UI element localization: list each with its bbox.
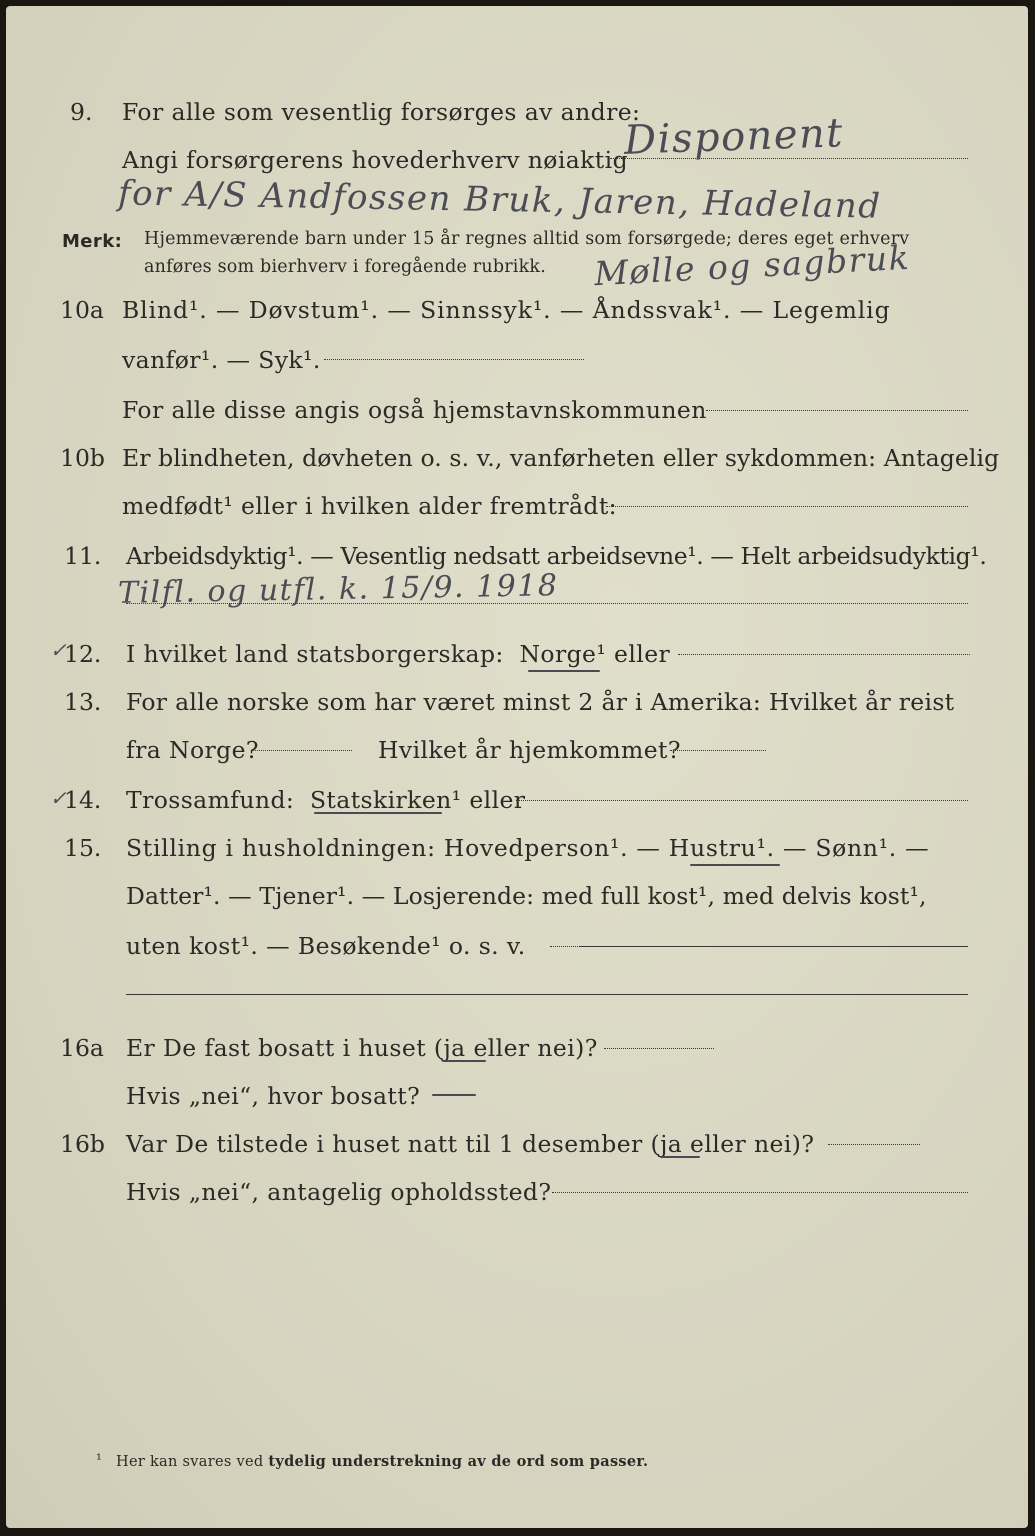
check-mark-icon: ✓ [50, 786, 67, 810]
q13-line2b: Hvilket år hjemkommet? [378, 736, 681, 764]
q9-handwritten-employer: for A/S Andfossen Bruk, Jaren, Hadeland [117, 173, 882, 227]
merk-label: Merk: [62, 231, 123, 252]
footnote-text [116, 1448, 648, 1476]
q16a-line2: Hvis „nei“, hvor bosatt? [126, 1082, 421, 1110]
footnote-bold: tydelig understrekning av de ord som passer. [268, 1453, 649, 1470]
q15-line1: Stilling i husholdningen: Hovedperson¹. — Hustru¹. — Sønn¹. — [126, 834, 930, 862]
q14-answer-line [516, 800, 968, 801]
q12-underline-norge [528, 670, 600, 672]
q9-number: 9. [70, 98, 93, 126]
q10a-number: 10a [60, 296, 104, 324]
q10a-sick-answer-line [324, 359, 584, 360]
q9-line1: For alle som vesentlig forsørges av andre: [122, 98, 641, 126]
q16b-line2: Hvis „nei“, antagelig opholdssted? [126, 1178, 552, 1206]
q13-year-returned-line [670, 750, 766, 751]
q16a-line1: Er De fast bosatt i huset (ja eller nei)? [126, 1034, 598, 1062]
q11-number: 11. [64, 542, 102, 570]
q14-underline-statskirken [314, 812, 442, 814]
q15-dotted-line [550, 946, 580, 947]
q16a-underline-ja [442, 1060, 486, 1062]
q14-number: 14. [64, 786, 102, 814]
q12-line1: I hvilket land statsborgerskap: Norge¹ eller [126, 640, 671, 668]
q14-line1: Trossamfund: Statskirken¹ eller [126, 786, 526, 814]
q11-line1: Arbeidsdyktig¹. — Vesentlig nedsatt arbeidsevne¹. — Helt arbeidsudyktig¹. [126, 542, 987, 570]
q16b-place-line [552, 1192, 968, 1193]
q12-answer-line [678, 654, 970, 655]
q10b-line2: medfødt¹ eller i hvilken alder fremtrådt: [122, 492, 617, 520]
q15-answer-line [580, 946, 968, 947]
q16a-number: 16a [60, 1034, 104, 1062]
q16a-answer-dash [432, 1094, 476, 1096]
census-form-sheet [6, 6, 1028, 1528]
q16b-line1: Var De tilstede i huset natt til 1 desember (ja eller nei)? [126, 1130, 815, 1158]
q16a-answer-line [604, 1048, 714, 1049]
merk-line1: Hjemmeværende barn under 15 år regnes alltid som forsørgede; deres eget erhverv [144, 229, 910, 249]
q16b-answer-line [828, 1144, 920, 1145]
footnote-plain: Her kan svares ved [116, 1454, 264, 1470]
q16b-number: 16b [60, 1130, 105, 1158]
q15-extra-line [126, 994, 968, 995]
q10b-number: 10b [60, 444, 105, 472]
q9-handwritten-occupation: Disponent [623, 110, 845, 164]
q13-number: 13. [64, 688, 102, 716]
q10a-municipality-line [706, 410, 968, 411]
q12-number: 12. [64, 640, 102, 668]
merk-line2: anføres som bierhverv i foregående rubrikk. [144, 257, 546, 277]
footnote-mark: ¹ [96, 1452, 103, 1468]
check-mark-icon: ✓ [50, 638, 67, 662]
q11-answer-line [126, 603, 968, 604]
q10a-line3: For alle disse angis også hjemstavnskommunen [122, 396, 707, 424]
merk-handwritten-business: Mølle og sagbruk [593, 237, 911, 294]
q15-underline-hustru [690, 864, 780, 866]
q10a-line1: Blind¹. — Døvstum¹. — Sinnssyk¹. — Åndssvak¹. — Legemlig [122, 296, 891, 324]
q10b-line1: Er blindheten, døvheten o. s. v., vanførheten eller sykdommen: Antagelig [122, 444, 1000, 472]
q15-line2: Datter¹. — Tjener¹. — Losjerende: med full kost¹, med delvis kost¹, [126, 882, 927, 910]
q13-line1: For alle norske som har været minst 2 år i Amerika: Hvilket år reist [126, 688, 955, 716]
q10a-line2: vanfør¹. — Syk¹. [122, 346, 321, 374]
q9-line2: Angi forsørgerens hovederhverv nøiaktig [122, 146, 629, 174]
q15-line3: uten kost¹. — Besøkende¹ o. s. v. [126, 932, 526, 960]
q16b-underline-ja [660, 1156, 700, 1158]
q13-line2a: fra Norge? [126, 736, 259, 764]
q15-number: 15. [64, 834, 102, 862]
q11-handwritten-note: Tilfl. og utfl. k. 15/9. 1918 [117, 568, 559, 611]
q10b-answer-line [606, 506, 968, 507]
q13-year-left-line [252, 750, 352, 751]
